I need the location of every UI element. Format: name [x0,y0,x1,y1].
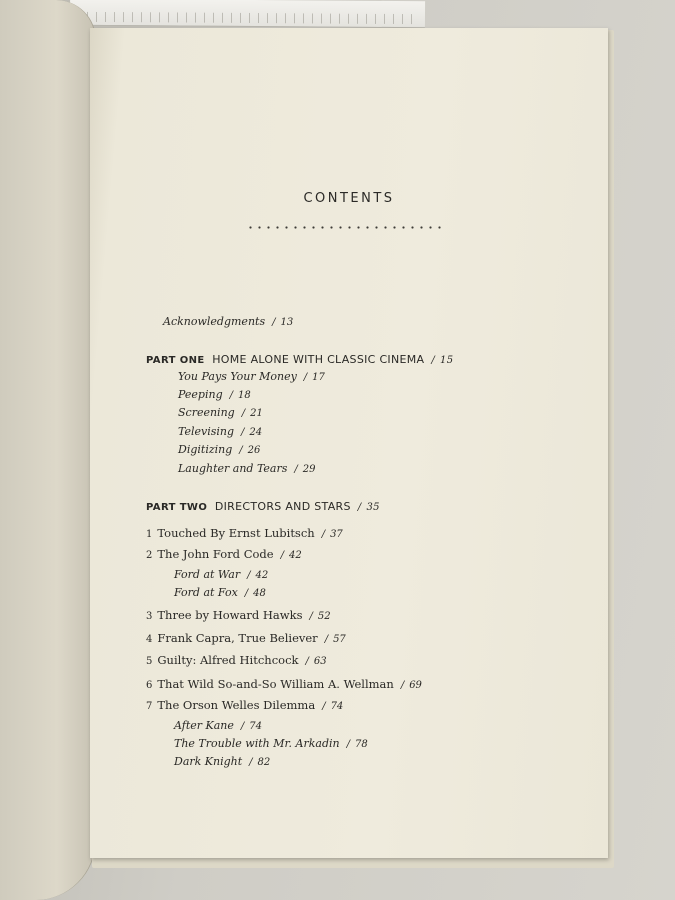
part-title: DIRECTORS AND STARS [214,500,351,513]
chapter-number: 3 [146,611,153,622]
toc-separator: / [357,502,362,513]
toc-entry [178,426,262,438]
chapter-title: Three by Howard Hawks [157,608,303,622]
chapter-title: The John Ford Code [157,547,274,561]
toc-separator: / [249,757,253,768]
toc-entry [178,407,263,419]
toc-page-number: 42 [288,550,302,561]
toc-separator: / [247,570,251,581]
contents-page [90,28,608,858]
contents-heading: CONTENTS [303,191,395,206]
toc-entry [178,389,251,401]
toc-chapter [146,528,343,540]
toc-chapter [146,610,331,622]
toc-entry [178,444,260,456]
chapter-title: Touched By Ernst Lubitsch [157,526,315,540]
toc-section [174,720,262,732]
toc-page-number: 15 [440,355,454,366]
toc-page-number: 37 [330,529,343,540]
section-title: The Trouble with Mr. Arkadin [174,737,340,750]
toc-entry-title: Screening [178,406,235,419]
section-title: Ford at Fox [174,586,238,599]
toc-page-number: 13 [280,317,294,328]
toc-page-number: 63 [313,656,327,667]
toc-separator: / [241,427,245,438]
toc-entry-title: You Pays Your Money [178,370,297,383]
toc-entry [178,371,325,383]
toc-page-number: 42 [255,570,269,581]
chapter-title: That Wild So-and-So William A. Wellman [157,677,394,691]
toc-separator: / [239,445,243,456]
toc-page-number: 69 [409,680,422,691]
toc-acknowledgments [163,316,293,328]
toc-page-number: 74 [249,721,262,732]
part-title: HOME ALONE WITH CLASSIC CINEMA [212,353,425,366]
toc-part-one [146,354,453,366]
toc-chapter [146,700,343,712]
toc-page-number: 17 [312,372,325,383]
toc-entry-title: Laughter and Tears [178,462,288,475]
toc-separator: / [244,588,249,599]
toc-section [174,569,268,581]
ruler [70,0,425,28]
chapter-title: Guilty: Alfred Hitchcock [157,653,299,667]
toc-chapter [146,633,346,645]
toc-page-number: 29 [302,464,316,475]
toc-page-number: 24 [249,427,263,438]
toc-separator: / [322,701,326,712]
toc-page-number: 74 [330,701,344,712]
toc-page-number: 26 [247,445,261,456]
toc-separator: / [431,355,436,366]
toc-chapter [146,549,302,561]
chapter-title: Frank Capra, True Believer [157,631,318,645]
toc-entry [178,463,316,475]
toc-separator: / [294,464,298,475]
toc-separator: / [240,721,245,732]
dotted-rule [246,226,442,229]
toc-page-number: 21 [250,408,263,419]
chapter-number: 1 [146,529,153,540]
toc-page-number: 78 [354,739,368,750]
toc-entry-title: Acknowledgments [163,315,266,328]
toc-chapter [146,679,422,691]
left-page [0,0,96,900]
toc-entry-title: Digitizing [178,443,233,456]
toc-chapter [146,655,327,667]
chapter-number: 5 [146,656,153,667]
chapter-title: The Orson Welles Dilemma [157,698,316,712]
section-title: After Kane [174,719,234,732]
toc-part-two [146,501,380,513]
toc-section [174,587,266,599]
toc-separator: / [272,317,276,328]
toc-separator: / [324,634,329,645]
chapter-number: 7 [146,701,153,712]
toc-entry-title: Televising [178,425,235,438]
toc-page-number: 35 [366,502,380,513]
chapter-number: 4 [146,634,153,645]
toc-separator: / [241,408,246,419]
toc-entry-title: Peeping [178,388,223,401]
chapter-number: 2 [146,550,153,561]
toc-page-number: 48 [253,588,266,599]
toc-page-number: 52 [317,611,331,622]
toc-page-number: 82 [257,757,271,768]
part-label: PART ONE [146,355,205,366]
toc-separator: / [280,550,284,561]
toc-separator: / [309,611,313,622]
toc-page-number: 18 [238,390,251,401]
section-title: Ford at War [174,568,241,581]
toc-section [174,738,368,750]
toc-separator: / [305,656,309,667]
toc-page-number: 57 [333,634,346,645]
toc-separator: / [346,739,350,750]
toc-section [174,756,270,768]
toc-separator: / [400,680,405,691]
ruler-ticks [78,12,417,24]
toc-separator: / [321,529,326,540]
toc-separator: / [229,390,233,401]
part-label: PART TWO [146,502,208,513]
toc-separator: / [303,372,308,383]
section-title: Dark Knight [174,755,243,768]
chapter-number: 6 [146,680,153,691]
